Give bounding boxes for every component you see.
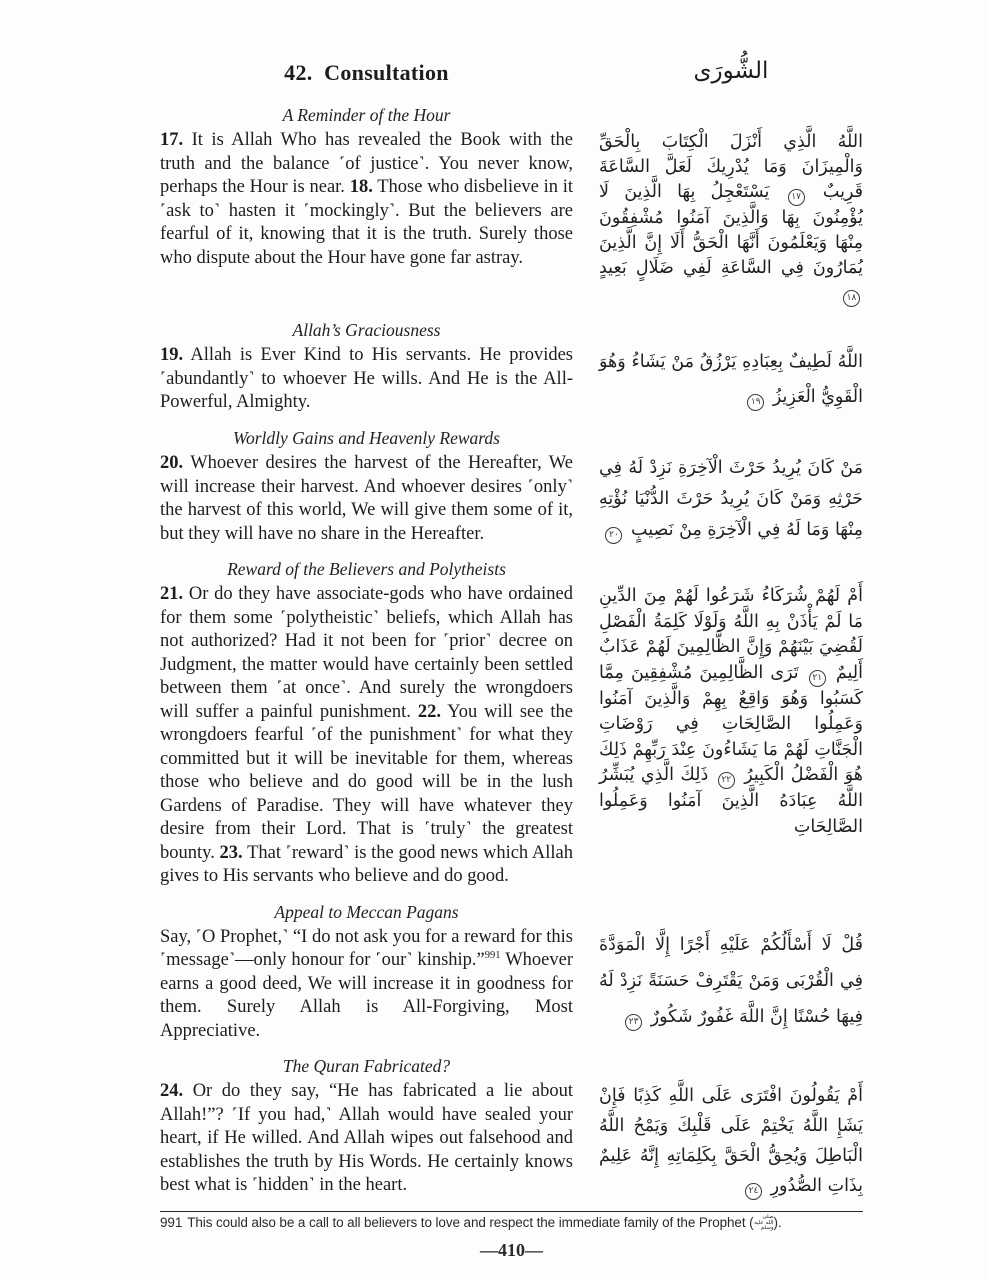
ayah-end-marker: ٢١ bbox=[809, 670, 826, 687]
ayah-end-marker: ١٨ bbox=[843, 290, 860, 307]
translation-paragraph: 21. Or do they have associate-gods who have ordained for them some ˹polytheistic˺ beliefs, which Allah has not authorized? Had it not been for ˹prior˺ decree on Judgment, the matter would have certainly been settled between them ˹at once˺. And surely the wrongdoers will suffer a painful punishment. 22. You will see the wrongdoers fearful ˹of the punishment˺ for what they committed but it will be inevitable for them, whereas those who believe and do good will be in the lush Gardens of Paradise. They will have whatever they desire from their Lord. That is ˹truly˺ the greatest bounty. 23. That ˹reward˺ is the good news which Allah gives to His servants who believe and do good. bbox=[160, 584, 574, 886]
section-quran-fabricated bbox=[160, 1043, 863, 1201]
footnote-divider bbox=[160, 1211, 863, 1212]
section-a-reminder-of-the-hour bbox=[160, 92, 863, 307]
arabic-verse-text: مَنْ كَانَ يُرِيدُ حَرْثَ الْآخِرَةِ نَزِدْ لَهُ فِي حَرْثِهِ وَمَنْ كَانَ يُرِيدُ حَرْثَ الدُّنْيَا نُؤْتِهِ مِنْهَا وَمَا لَهُ فِي الْآخِرَةِ مِنْ نَصِيبٍ ٢٠ bbox=[599, 453, 863, 546]
section-worldly-gains bbox=[160, 415, 863, 546]
page-number: —410— bbox=[480, 1239, 543, 1260]
ayah-end-marker: ٢٢ bbox=[718, 772, 735, 789]
arabic-verse-text: اللَّهُ لَطِيفٌ بِعِبَادِهِ يَرْزُقُ مَنْ يَشَاءُ وَهُوَ الْقَوِيُّ الْعَزِيزُ ١٩ bbox=[599, 345, 863, 415]
footnote-number: 991 bbox=[160, 1215, 183, 1230]
section-heading: Appeal to Meccan Pagans bbox=[274, 901, 459, 922]
section-heading: Reward of the Believers and Polytheists bbox=[227, 559, 506, 579]
page-content bbox=[160, 52, 863, 1261]
translation-paragraph: 20. Whoever desires the harvest of the Hereafter, We will increase their harvest. And whoever desires ˹only˺ the harvest of this world, We will give them some of it, but they will have no share in the Hereafter. bbox=[160, 453, 573, 544]
footnote bbox=[160, 1215, 863, 1232]
ayah-end-marker: ١٧ bbox=[788, 189, 805, 206]
ayah-end-marker: ٢٠ bbox=[605, 527, 622, 544]
ayah-end-marker: ١٩ bbox=[747, 394, 764, 411]
prophet-symbol: صلى الله عليه وسلم bbox=[754, 1214, 774, 1232]
section-allahs-graciousness bbox=[160, 307, 863, 415]
section-heading: Allah’s Graciousness bbox=[292, 320, 441, 340]
section-heading: The Quran Fabricated? bbox=[282, 1056, 451, 1076]
surah-header-row bbox=[160, 52, 863, 92]
section-reward-believers-polytheists bbox=[160, 546, 863, 889]
section-appeal-to-meccan-pagans bbox=[160, 889, 863, 1044]
footnote-tail: ). bbox=[773, 1215, 782, 1230]
translation-paragraph: 24. Or do they say, “He has fabricated a lie about Allah!”? ˹If you had,˺ Allah would have sealed your heart, if He willed. And Allah wipes out falsehood and establishes the truth by His Words. He certainly knows best what is ˹hidden˺ in the heart. bbox=[160, 1081, 573, 1195]
section-heading: Worldly Gains and Heavenly Rewards bbox=[232, 428, 500, 448]
surah-title-arabic: الشُّورَى bbox=[693, 58, 769, 84]
arabic-verse-text: أَمْ يَقُولُونَ افْتَرَى عَلَى اللَّهِ كَذِبًا فَإِنْ يَشَإِ اللَّهُ يَخْتِمْ عَلَى قَلْبِكَ وَيَمْحُ اللَّهُ الْبَاطِلَ وَيُحِقُّ الْحَقَّ بِكَلِمَاتِهِ إِنَّهُ عَلِيمٌ بِذَاتِ الصُّدُورِ ٢٤ bbox=[599, 1081, 863, 1201]
ayah-end-marker: ٢٣ bbox=[625, 1014, 642, 1031]
translation-paragraph: 17. It is Allah Who has revealed the Book with the truth and the balance ˹of justice˺. You never know, perhaps the Hour is near. 18. Those who disbelieve in it ˹ask to˺ hasten it ˹mockingly˺. But the believers are fearful of it, knowing that it is the truth. Surely those who dispute about the Hour have gone far astray. bbox=[160, 130, 573, 268]
section-heading: A Reminder of the Hour bbox=[282, 105, 451, 125]
arabic-verse-text: اللَّهُ الَّذِي أَنْزَلَ الْكِتَابَ بِالْحَقِّ وَالْمِيزَانَ وَمَا يُدْرِيكَ لَعَلَّ السَّاعَةَ قَرِيبٌ ١٧ يَسْتَعْجِلُ بِهَا الَّذِينَ لَا يُؤْمِنُونَ بِهَا وَالَّذِينَ آمَنُوا مُشْفِقُونَ مِنْهَا وَيَعْلَمُونَ أَنَّهَا الْحَقُّ أَلَا إِنَّ الَّذِينَ يُمَارُونَ فِي السَّاعَةِ لَفِي ضَلَالٍ بَعِيدٍ ١٨ bbox=[599, 130, 863, 307]
arabic-verse-text: قُلْ لَا أَسْأَلُكُمْ عَلَيْهِ أَجْرًا إِلَّا الْمَوَدَّةَ فِي الْقُرْبَى وَمَنْ يَقْتَرِفْ حَسَنَةً نَزِدْ لَهُ فِيهَا حُسْنًا إِنَّ اللَّهَ غَفُورٌ شَكُورٌ ٢٣ bbox=[599, 927, 863, 1035]
surah-title-english: 42. Consultation bbox=[284, 60, 449, 85]
ayah-end-marker: ٢٤ bbox=[745, 1183, 762, 1200]
arabic-verse-text: أَمْ لَهُمْ شُرَكَاءُ شَرَعُوا لَهُمْ مِنَ الدِّينِ مَا لَمْ يَأْذَنْ بِهِ اللَّهُ وَلَوْلَا كَلِمَةُ الْفَصْلِ لَقُضِيَ بَيْنَهُمْ وَإِنَّ الظَّالِمِينَ لَهُمْ عَذَابٌ أَلِيمٌ ٢١ تَرَى الظَّالِمِينَ مُشْفِقِينَ مِمَّا كَسَبُوا وَهُوَ وَاقِعٌ بِهِمْ وَالَّذِينَ آمَنُوا وَعَمِلُوا الصَّالِحَاتِ فِي رَوْضَاتِ الْجَنَّاتِ لَهُمْ مَا يَشَاءُونَ عِنْدَ رَبِّهِمْ ذَلِكَ هُوَ الْفَضْلُ الْكَبِيرُ ٢٢ ذَلِكَ الَّذِي يُبَشِّرُ اللَّهُ عِبَادَهُ الَّذِينَ آمَنُوا وَعَمِلُوا الصَّالِحَاتِ bbox=[599, 586, 864, 837]
translation-paragraph: 19. Allah is Ever Kind to His servants. He provides ˹abundantly˺ to whoever He wills. And He is the All-Powerful, Almighty. bbox=[160, 345, 573, 412]
translation-paragraph: Say, ˹O Prophet,˺ “I do not ask you for a reward for this ˹message˺—only honour for ˹our˺ kinship.”$^{991}$ Whoever earns a good deed, We will increase it in goodness for them. Surely Allah is All-Forgiving, Most Appreciative. bbox=[160, 926, 573, 1041]
footnote-text: This could also be a call to all believers to love and respect the immediate family of the Prophet ( bbox=[187, 1215, 754, 1230]
